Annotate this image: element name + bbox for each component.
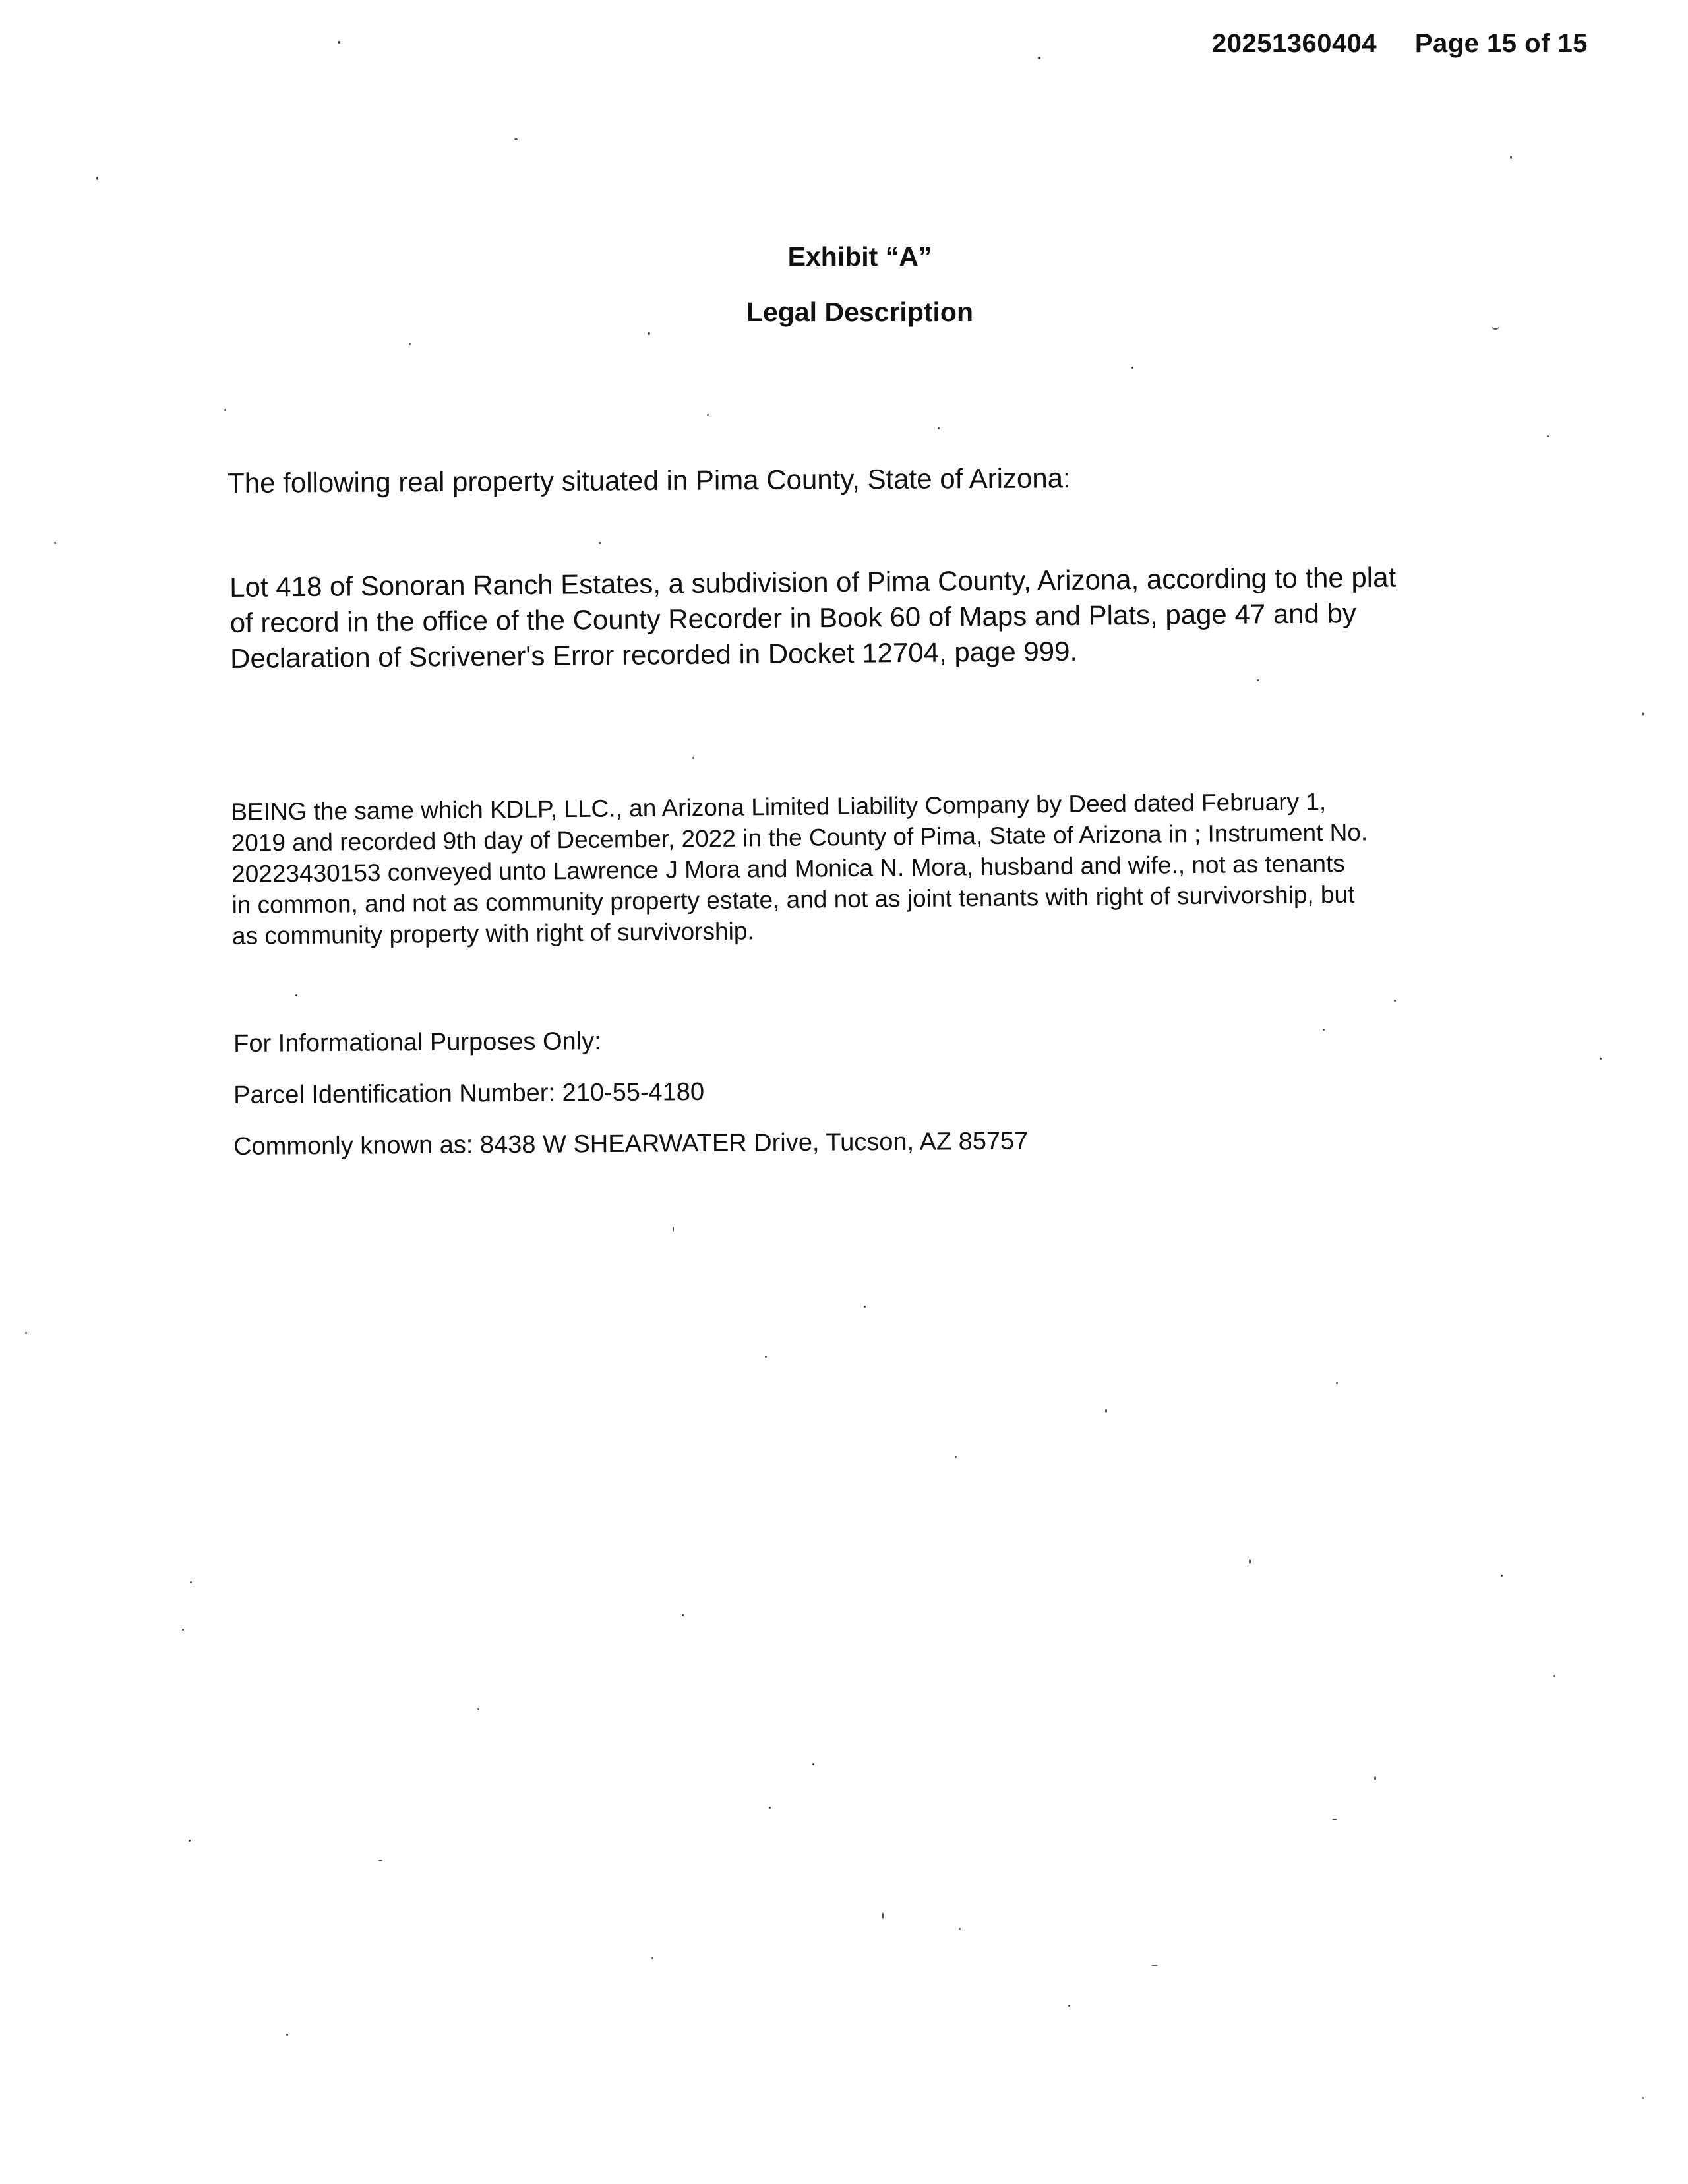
scan-speck: [189, 1840, 191, 1842]
scan-speck: [1642, 2097, 1644, 2099]
scan-speck: [599, 542, 601, 544]
scan-speck: [1038, 57, 1040, 59]
page-header: [1212, 29, 1588, 59]
scan-speck: [1492, 326, 1499, 330]
being-line: as community property with right of survivorship.: [231, 917, 754, 950]
scan-speck: [769, 1807, 771, 1809]
scan-speck: [1553, 1675, 1555, 1677]
property-address: Commonly known as: 8438 W SHEARWATER Drive, Tucson, AZ 85757: [233, 1127, 1029, 1161]
scan-speck: [1323, 1029, 1325, 1031]
scan-speck: [182, 1629, 184, 1631]
scan-speck: [1374, 1776, 1376, 1780]
scan-speck: [1547, 435, 1549, 437]
scan-speck: [938, 427, 940, 429]
scan-speck: [648, 332, 650, 335]
scan-speck: [514, 138, 518, 140]
lot-description-paragraph: [229, 560, 1397, 677]
scan-speck: [224, 409, 226, 411]
scan-speck: [1642, 712, 1644, 716]
scan-speck: [765, 1356, 767, 1358]
scan-speck: [190, 1581, 192, 1583]
legal-description-title: Legal Description: [746, 297, 973, 327]
being-line: BEING the same which KDLP, LLC., an Arizona Limited Liability Company by Deed dated February 1,: [231, 788, 1327, 826]
scan-speck: [54, 542, 56, 544]
scan-speck: [1510, 156, 1512, 159]
being-line: 20223430153 conveyed unto Lawrence J Mora and Monica N. Mora, husband and wife., not as tenants: [231, 849, 1345, 888]
being-clause-paragraph: [231, 785, 1369, 952]
document-number: 20251360404: [1211, 29, 1377, 58]
scan-speck: [96, 177, 98, 180]
scan-speck: [1336, 1382, 1338, 1384]
scan-speck: [959, 1928, 961, 1930]
scan-speck: [1332, 1819, 1337, 1820]
scan-speck: [864, 1306, 866, 1308]
scan-speck: [1501, 1575, 1503, 1577]
scan-speck: [295, 994, 297, 996]
scan-speck: [1257, 679, 1259, 681]
scan-speck: [409, 343, 411, 345]
scan-speck: [1068, 2005, 1070, 2007]
scan-speck: [1105, 1409, 1107, 1413]
scan-speck: [338, 41, 340, 44]
being-line: in common, and not as community property estate, and not as joint tenants with right of survivorship, but: [231, 880, 1355, 919]
scan-speck: [477, 1708, 479, 1710]
scan-speck: [955, 1456, 957, 1458]
page-number: Page 15 of 15: [1414, 29, 1588, 58]
scan-speck: [1131, 367, 1133, 369]
lot-line: of record in the office of the County Recorder in Book 60 of Maps and Plats, page 47 and by: [229, 597, 1357, 638]
scan-speck: [651, 1957, 653, 1959]
scan-speck: [707, 414, 709, 416]
scan-speck: [692, 757, 694, 759]
being-line: 2019 and recorded 9th day of December, 2022 in the County of Pima, State of Arizona in ; Instrument No.: [231, 818, 1368, 857]
scan-speck: [682, 1614, 684, 1616]
lot-line: Declaration of Scrivener's Error recorded in Docket 12704, page 999.: [229, 635, 1078, 674]
scan-speck: [812, 1763, 814, 1765]
intro-paragraph: The following real property situated in Pima County, State of Arizona:: [227, 462, 1071, 499]
scan-speck: [286, 2034, 288, 2036]
lot-line: Lot 418 of Sonoran Ranch Estates, a subdivision of Pima County, Arizona, according to the plat: [229, 561, 1397, 603]
scan-speck: [1394, 1000, 1396, 1002]
scan-speck: [882, 1912, 884, 1919]
scan-speck: [25, 1332, 27, 1334]
scan-speck: [378, 1860, 382, 1861]
parcel-number: Parcel Identification Number: 210-55-4180: [233, 1078, 705, 1109]
scan-speck: [1600, 1058, 1602, 1060]
exhibit-title: Exhibit “A”: [787, 241, 932, 272]
scan-speck: [673, 1227, 674, 1232]
informational-heading: For Informational Purposes Only:: [233, 1027, 601, 1058]
scan-speck: [1249, 1559, 1251, 1564]
scan-speck: [1151, 1965, 1158, 1966]
